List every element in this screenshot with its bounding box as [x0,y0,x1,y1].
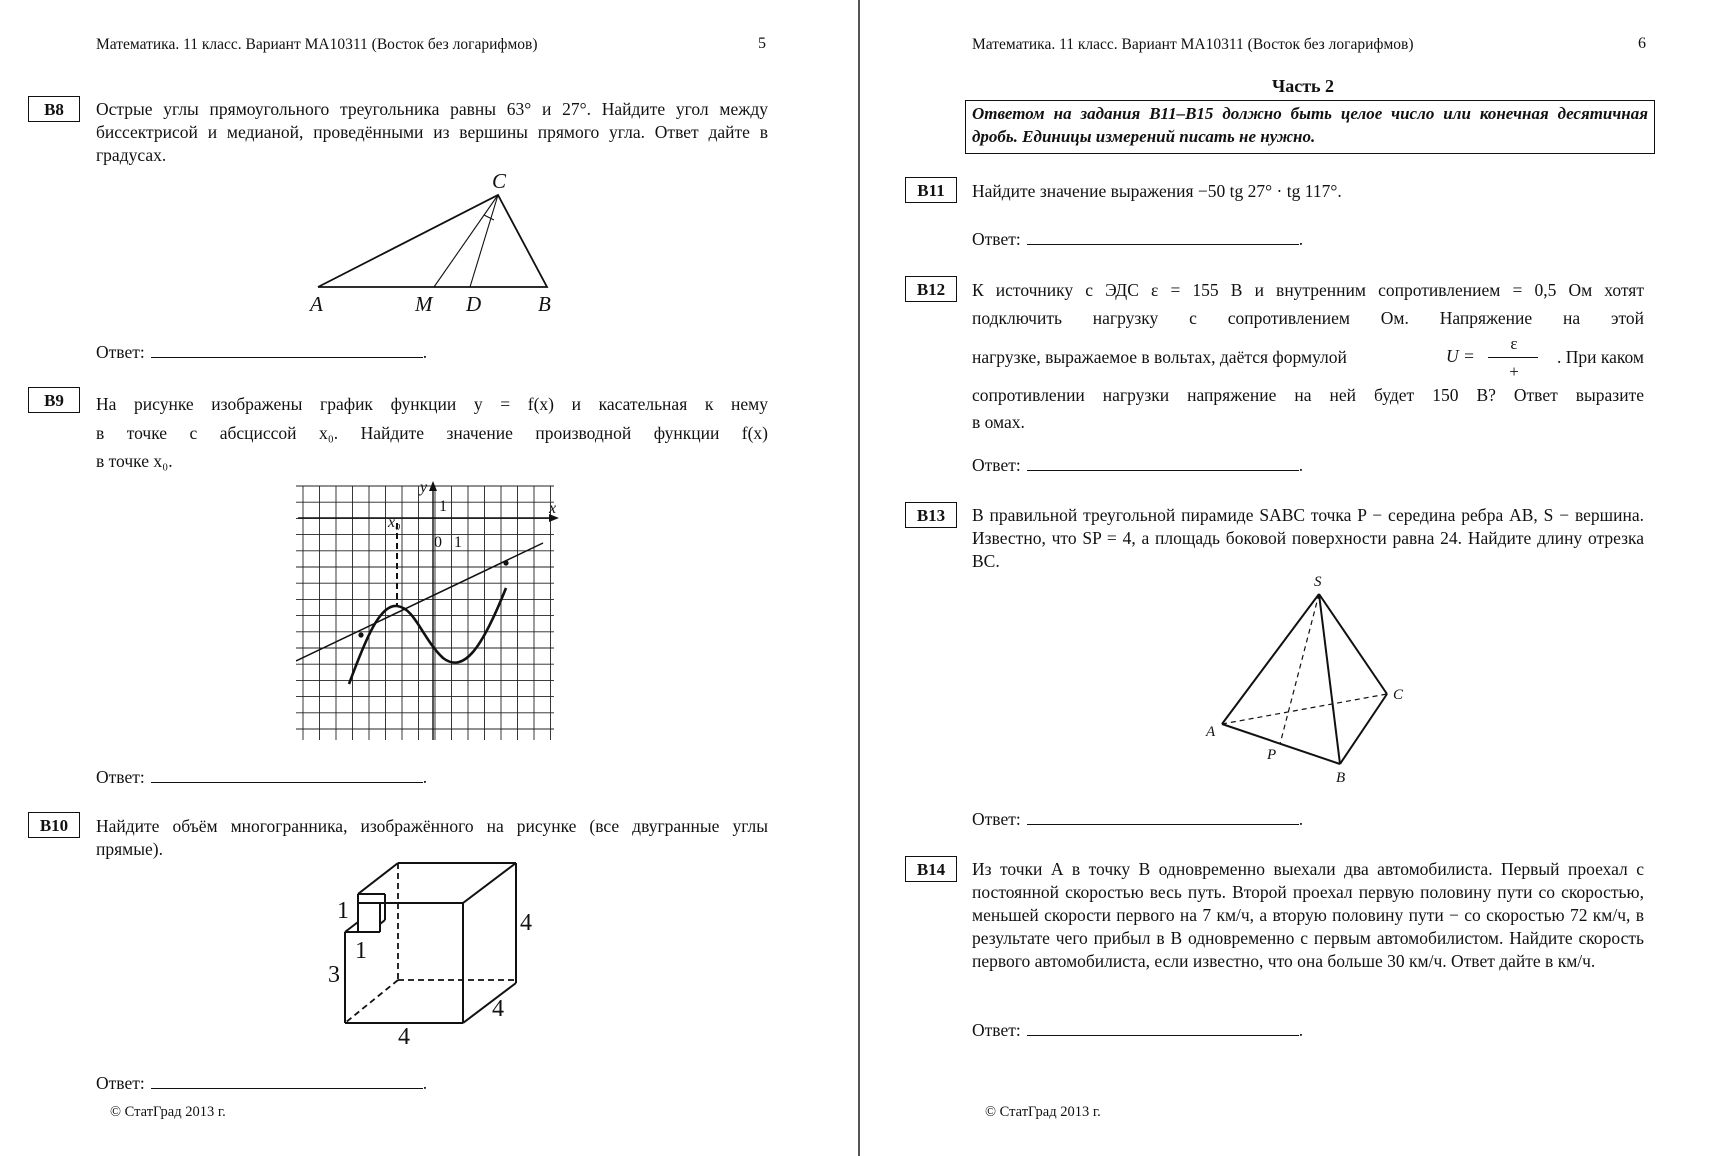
answer-b8: Ответ: . [96,342,428,362]
answer-line-b8[interactable] [151,343,423,358]
answer-line-b10[interactable] [151,1074,423,1089]
answer-label: Ответ: [96,1073,145,1093]
answer-b14: Ответ: . [972,1020,1304,1040]
formula-denominator: + [1509,362,1519,381]
triangle-outline [318,195,547,287]
task-b12-line4: сопротивлении нагрузки напряжение на ней будет 150 В? Ответ выразите [972,385,1644,405]
vertex-b-label: B [538,292,551,316]
right-page [860,0,1720,1156]
page-number: 6 [1638,35,1646,52]
task-label-b10: B10 [28,812,80,838]
instruction-box: Ответом на задания B11–B15 должно быть целое число или конечная десятичная дробь. Единицы измерений писать не нужно. [965,100,1655,154]
answer-label: Ответ: [972,1020,1021,1040]
formula-numerator: ε [1510,334,1518,353]
task-label-b13: B13 [905,502,957,528]
task-label-b8: B8 [28,96,80,122]
task-label-b12: B12 [905,276,957,302]
median-line [434,195,498,287]
pyramid-p-label: P [1267,747,1277,763]
page-number: 5 [758,35,766,52]
point-m-label: M [415,292,433,316]
y-axis-label: y [420,479,428,496]
answer-b13: Ответ: . [972,809,1304,829]
task-label-b14: B14 [905,856,957,882]
task-b12-line1: К источнику с ЭДС ε = 155 В и внутренним сопротивлением = 0,5 Ом хотят [972,280,1644,300]
answer-line-b13[interactable] [1027,810,1299,825]
page-header: Математика. 11 класс. Вариант МА10311 (Восток без логарифмов) [972,36,1414,53]
graph-grid [296,486,557,740]
answer-b10: Ответ: . [96,1073,428,1093]
dim-3: 3 [328,962,340,988]
task-b8-text: Острые углы прямоугольного треугольника равны 63° и 27°. Найдите угол между биссектрисой и медианой, проведёнными из вершины прямого угла. Ответ дайте в градусах. [96,99,768,165]
answer-line-b12[interactable] [1027,456,1299,471]
answer-label: Ответ: [96,342,145,362]
function-curve [349,588,506,684]
task-b13-text: В правильной треугольной пирамиде SABC точка P − середина ребра AB, S − вершина. Известно, что SP = 4, а площадь боковой поверхности равна 24. Найдите длину отрезка BC. [972,505,1644,571]
angle-mark [484,215,494,220]
part-title: Часть 2 [1272,76,1335,96]
task-b14-text: Из точки А в точку В одновременно выехали два автомобилиста. Первый проехал с постоянной скоростью весь путь. Второй проехал первую половину пути со скоростью, меньшей скорости первого на 7 км/ч, а вторую половину пути − со скоростью 72 км/ч, в результате чего прибыл в В одновременно с первым автомобилистом. Найдите скорость первого автомобилиста, если известно, что она больше 30 км/ч. Ответ дайте в км/ч. [972,859,1644,971]
pyramid-b-label: B [1336,770,1346,786]
answer-b12: Ответ: . [972,455,1304,475]
task-b12-line5: в омах. [972,412,1025,432]
pyramid-figure [1200,572,1420,790]
vertex-a-label: A [310,292,323,316]
answer-label: Ответ: [96,767,145,787]
bisector-line [470,195,498,287]
answer-label: Ответ: [972,455,1021,475]
task-b9-line3: в точке x₀. [96,451,173,471]
dim-1b: 1 [355,938,367,964]
x-unit-label: 1 [454,534,462,551]
x0-label: x₀ [388,514,401,531]
dim-1a: 1 [337,898,349,924]
tangent-point-1 [358,632,363,637]
left-page [0,0,858,1156]
answer-label: Ответ: [972,229,1021,249]
polyhedron-figure [320,858,540,1048]
task-label-b9: B9 [28,387,80,413]
function-graph [296,478,566,746]
vertex-c-label: C [492,169,507,193]
formula-lhs: U = [1446,346,1475,366]
dim-4-depth: 4 [492,996,504,1022]
tangent-point-2 [503,560,508,565]
task-b10-text: Найдите объём многогранника, изображённого на рисунке (все двугранные углы прямые). [96,816,768,859]
answer-line-b14[interactable] [1027,1021,1299,1036]
triangle-figure [300,165,570,320]
pyramid-a-label: A [1206,724,1216,740]
origin-label: 0 [434,534,442,551]
answer-b11: Ответ: . [972,229,1304,249]
task-label-b11: B11 [905,177,957,203]
copyright: © СтатГрад 2013 г. [985,1104,1101,1120]
answer-line-b11[interactable] [1027,230,1299,245]
task-b12-line3b: . При каком [1557,347,1644,367]
copyright: © СтатГрад 2013 г. [110,1104,226,1120]
answer-line-b9[interactable] [151,768,423,783]
x-axis-label: x [549,500,557,517]
point-d-label: D [466,292,482,316]
task-b12-line3a: нагрузке, выражаемое в вольтах, даётся формулой [972,347,1347,367]
dim-4-height: 4 [520,910,532,936]
page-header: Математика. 11 класс. Вариант МА10311 (Восток без логарифмов) [96,36,538,53]
answer-label: Ответ: [972,809,1021,829]
task-b9-line2: в точке с абсциссой x₀. Найдите значение производной функции f(x) [96,423,768,443]
answer-b9: Ответ: . [96,767,428,787]
formula-fraction-bar [1488,357,1538,358]
task-b9-line1: На рисунке изображены график функции y = f(x) и касательная к нему [96,394,768,414]
pyramid-c-label: C [1393,687,1404,703]
task-b11-text: Найдите значение выражения −50 tg 27° · tg 117°. [972,181,1342,201]
task-b12-line2: подключить нагрузку с сопротивлением Ом. Напряжение на этой [972,308,1644,328]
dim-4-width: 4 [398,1024,410,1048]
pyramid-s-label: S [1314,574,1322,590]
y-unit-label: 1 [439,498,447,515]
